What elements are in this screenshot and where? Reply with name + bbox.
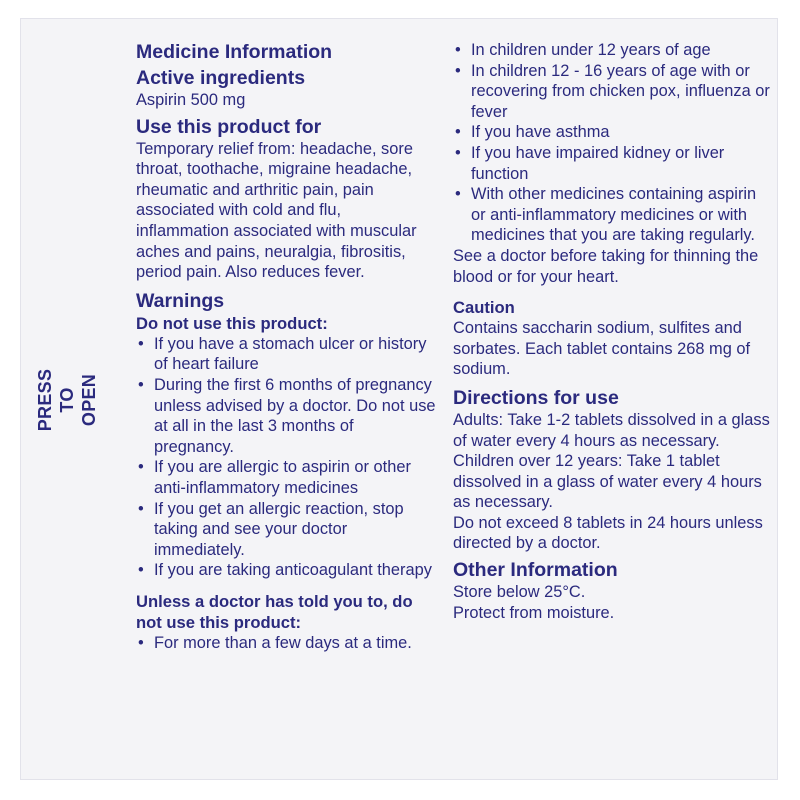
moisture-text: Protect from moisture. <box>453 603 615 622</box>
caution-heading: Caution <box>453 298 515 318</box>
do-not-use-heading: Do not use this product: <box>136 313 328 333</box>
warnings-heading: Warnings <box>136 289 225 312</box>
unless-doctor-list-continued <box>453 40 773 246</box>
press-to-open-tab[interactable] <box>34 364 100 436</box>
see-doctor-text: See a doctor before taking for thinning the blood or for your heart. <box>453 246 759 286</box>
directions-limit-text: Do not exceed 8 tablets in 24 hours unless directed by a doctor. <box>453 513 763 553</box>
left-column <box>136 40 436 653</box>
caution-text: Contains saccharin sodium, sulfites and sorbates. Each tablet contains 268 mg of sodium. <box>453 319 751 379</box>
press-label: PRESS <box>35 368 55 432</box>
list-item: • If you have asthma <box>453 122 773 143</box>
directions-children-text: Children over 12 years: Take 1 tablet dissolved in a glass of water every 4 hours as necessary. <box>453 452 762 512</box>
list-item: • For more than a few days at a time. <box>136 633 436 654</box>
list-item: • If you are allergic to aspirin or other anti-inflammatory medicines <box>136 457 436 498</box>
use-product-text: Temporary relief from: headache, sore throat, toothache, migraine headache, rheumatic and arthritic pain, pain associated with cold and flu, inflammation associated with muscular aches and pains, neuralgia, fibrositis, period pain. Also reduces fever. <box>136 139 417 282</box>
list-item: • If you have impaired kidney or liver function <box>453 143 773 184</box>
storage-text: Store below 25°C. <box>453 583 586 602</box>
list-item: • With other medicines containing aspirin or anti-inflammatory medicines or with medicines that you are taking regularly. <box>453 184 773 246</box>
do-not-use-list <box>136 334 436 581</box>
list-item: • If you get an allergic reaction, stop taking and see your doctor immediately. <box>136 499 436 561</box>
list-item: • In children 12 - 16 years of age with or recovering from chicken pox, influenza or fever <box>453 61 773 123</box>
unless-doctor-heading: Unless a doctor has told you to, do not use this product: <box>136 591 413 632</box>
list-item: • In children under 12 years of age <box>453 40 773 61</box>
list-item: • During the first 6 months of pregnancy unless advised by a doctor. Do not use at all in the last 3 months of pregnancy. <box>136 375 436 457</box>
to-open-label: TO OPEN <box>57 373 99 427</box>
unless-doctor-list <box>136 633 436 654</box>
list-item: • If you have a stomach ulcer or history of heart failure <box>136 334 436 375</box>
directions-heading: Directions for use <box>453 386 619 409</box>
other-info-heading: Other Information <box>453 559 618 582</box>
directions-adults-text: Adults: Take 1-2 tablets dissolved in a glass of water every 4 hours as necessary. <box>453 410 770 450</box>
medicine-info-title: Medicine Information <box>136 41 333 63</box>
right-column <box>453 40 773 623</box>
active-ingredients-heading: Active ingredients <box>136 67 306 89</box>
active-ingredients-text: Aspirin 500 mg <box>136 91 246 109</box>
list-item: • If you are taking anticoagulant therapy <box>136 560 436 581</box>
use-product-heading: Use this product for <box>136 115 322 138</box>
